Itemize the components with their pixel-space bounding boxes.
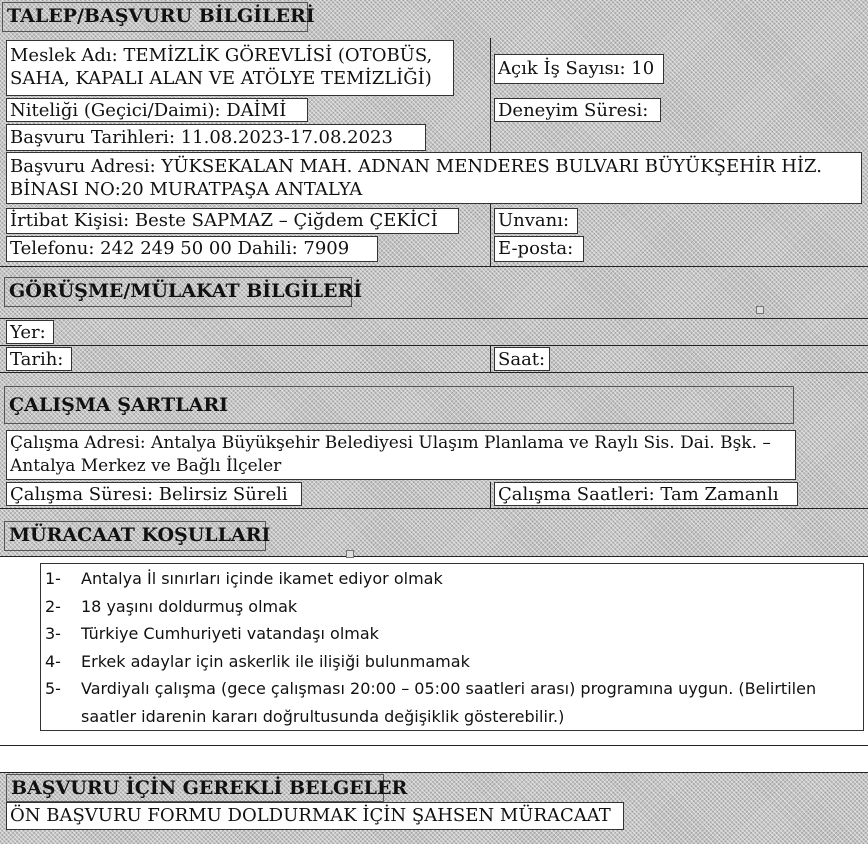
basvuru-adresi-line1: Başvuru Adresi: YÜKSEKALAN MAH. ADNAN MENDERES BULVARI BÜYÜKŞEHİR HİZ. <box>10 156 822 177</box>
calisma-header: ÇALIŞMA ŞARTLARI <box>4 386 794 424</box>
rule <box>0 318 868 319</box>
rule <box>0 745 868 746</box>
list-item-number: 4- <box>45 651 61 671</box>
rule <box>0 508 868 509</box>
yer-field: Yer: <box>6 320 54 344</box>
muracaat-conditions-list <box>40 563 864 731</box>
list-item-number: 1- <box>45 569 61 588</box>
unvani-field: Unvanı: <box>494 208 578 234</box>
rule <box>0 266 868 267</box>
irtibat-kisisi-field: İrtibat Kişisi: Beste SAPMAZ – Çiğdem ÇEKİCİ <box>6 208 459 234</box>
list-item-text: 18 yaşını doldurmuş olmak <box>81 596 298 616</box>
calisma-saatleri-field: Çalışma Saatleri: Tam Zamanlı <box>494 482 798 506</box>
telefon-field: Telefonu: 242 249 50 00 Dahili: 7909 <box>6 236 378 262</box>
tarih-field: Tarih: <box>6 347 72 371</box>
meslek-adi-line2: SAHA, KAPALI ALAN VE ATÖLYE TEMİZLİĞİ) <box>10 68 432 89</box>
muracaat-header: MÜRACAAT KOŞULLARI <box>4 521 266 551</box>
calisma-adresi-line1: Çalışma Adresi: Antalya Büyükşehir Belediyesi Ulaşım Planlama ve Raylı Sis. Dai. Bşk. – <box>10 433 771 453</box>
saat-field: Saat: <box>494 347 550 371</box>
list-item-number: 3- <box>45 624 61 643</box>
acik-is-sayisi-field: Açık İş Sayısı: 10 <box>494 54 664 84</box>
list-item-text: Türkiye Cumhuriyeti vatandaşı olmak <box>81 624 379 643</box>
belgeler-header: BAŞVURU İÇİN GEREKLİ BELGELER <box>6 774 384 802</box>
list-item <box>45 675 857 730</box>
list-item-number: 5- <box>45 679 61 698</box>
column-divider <box>490 345 491 372</box>
talep-header: TALEP/BAŞVURU BİLGİLERİ <box>2 2 308 32</box>
rule <box>0 772 868 773</box>
niteligi-field: Niteliği (Geçici/Daimi): DAİMİ <box>6 98 308 122</box>
basvuru-tarihleri-field: Başvuru Tarihleri: 11.08.2023-17.08.2023 <box>6 124 426 151</box>
list-item-number: 2- <box>45 596 61 616</box>
list-item-text: Vardiyalı çalışma (gece çalışması 20:00 – 05:00 saatleri arası) programına uygun. (Belirtilen saatler idarenin kararı doğrultusunda değişiklik gösterebilir.) <box>81 679 817 726</box>
deneyim-suresi-field: Deneyim Süresi: <box>494 98 661 122</box>
calisma-adresi-line2: Antalya Merkez ve Bağlı İlçeler <box>10 456 282 476</box>
list-item <box>45 593 857 621</box>
eposta-field: E-posta: <box>494 236 584 262</box>
calisma-suresi-field: Çalışma Süresi: Belirsiz Süreli <box>6 482 302 506</box>
rule <box>0 345 868 346</box>
gorusme-header: GÖRÜŞME/MÜLAKAT BİLGİLERİ <box>4 277 352 307</box>
basvuru-adresi-field <box>6 152 862 204</box>
rule <box>0 372 868 373</box>
meslek-adi-field <box>6 40 454 96</box>
basvuru-adresi-line2: BİNASI NO:20 MURATPAŞA ANTALYA <box>10 179 363 200</box>
list-item-text: Antalya İl sınırları içinde ikamet ediyor olmak <box>81 569 443 588</box>
marker-square <box>346 550 354 558</box>
list-item <box>45 648 857 676</box>
marker-square <box>756 306 764 314</box>
list-item <box>45 620 857 648</box>
meslek-adi-line1: Meslek Adı: TEMİZLİK GÖREVLİSİ (OTOBÜS, <box>10 45 433 66</box>
rule <box>0 556 868 557</box>
list-item-text: Erkek adaylar için askerlik ile ilişiği bulunmamak <box>81 651 470 671</box>
list-item <box>45 565 857 593</box>
calisma-adresi-field <box>6 430 796 480</box>
column-divider <box>490 482 491 508</box>
belgeler-text: ÖN BAŞVURU FORMU DOLDURMAK İÇİN ŞAHSEN MÜRACAAT <box>6 802 624 830</box>
